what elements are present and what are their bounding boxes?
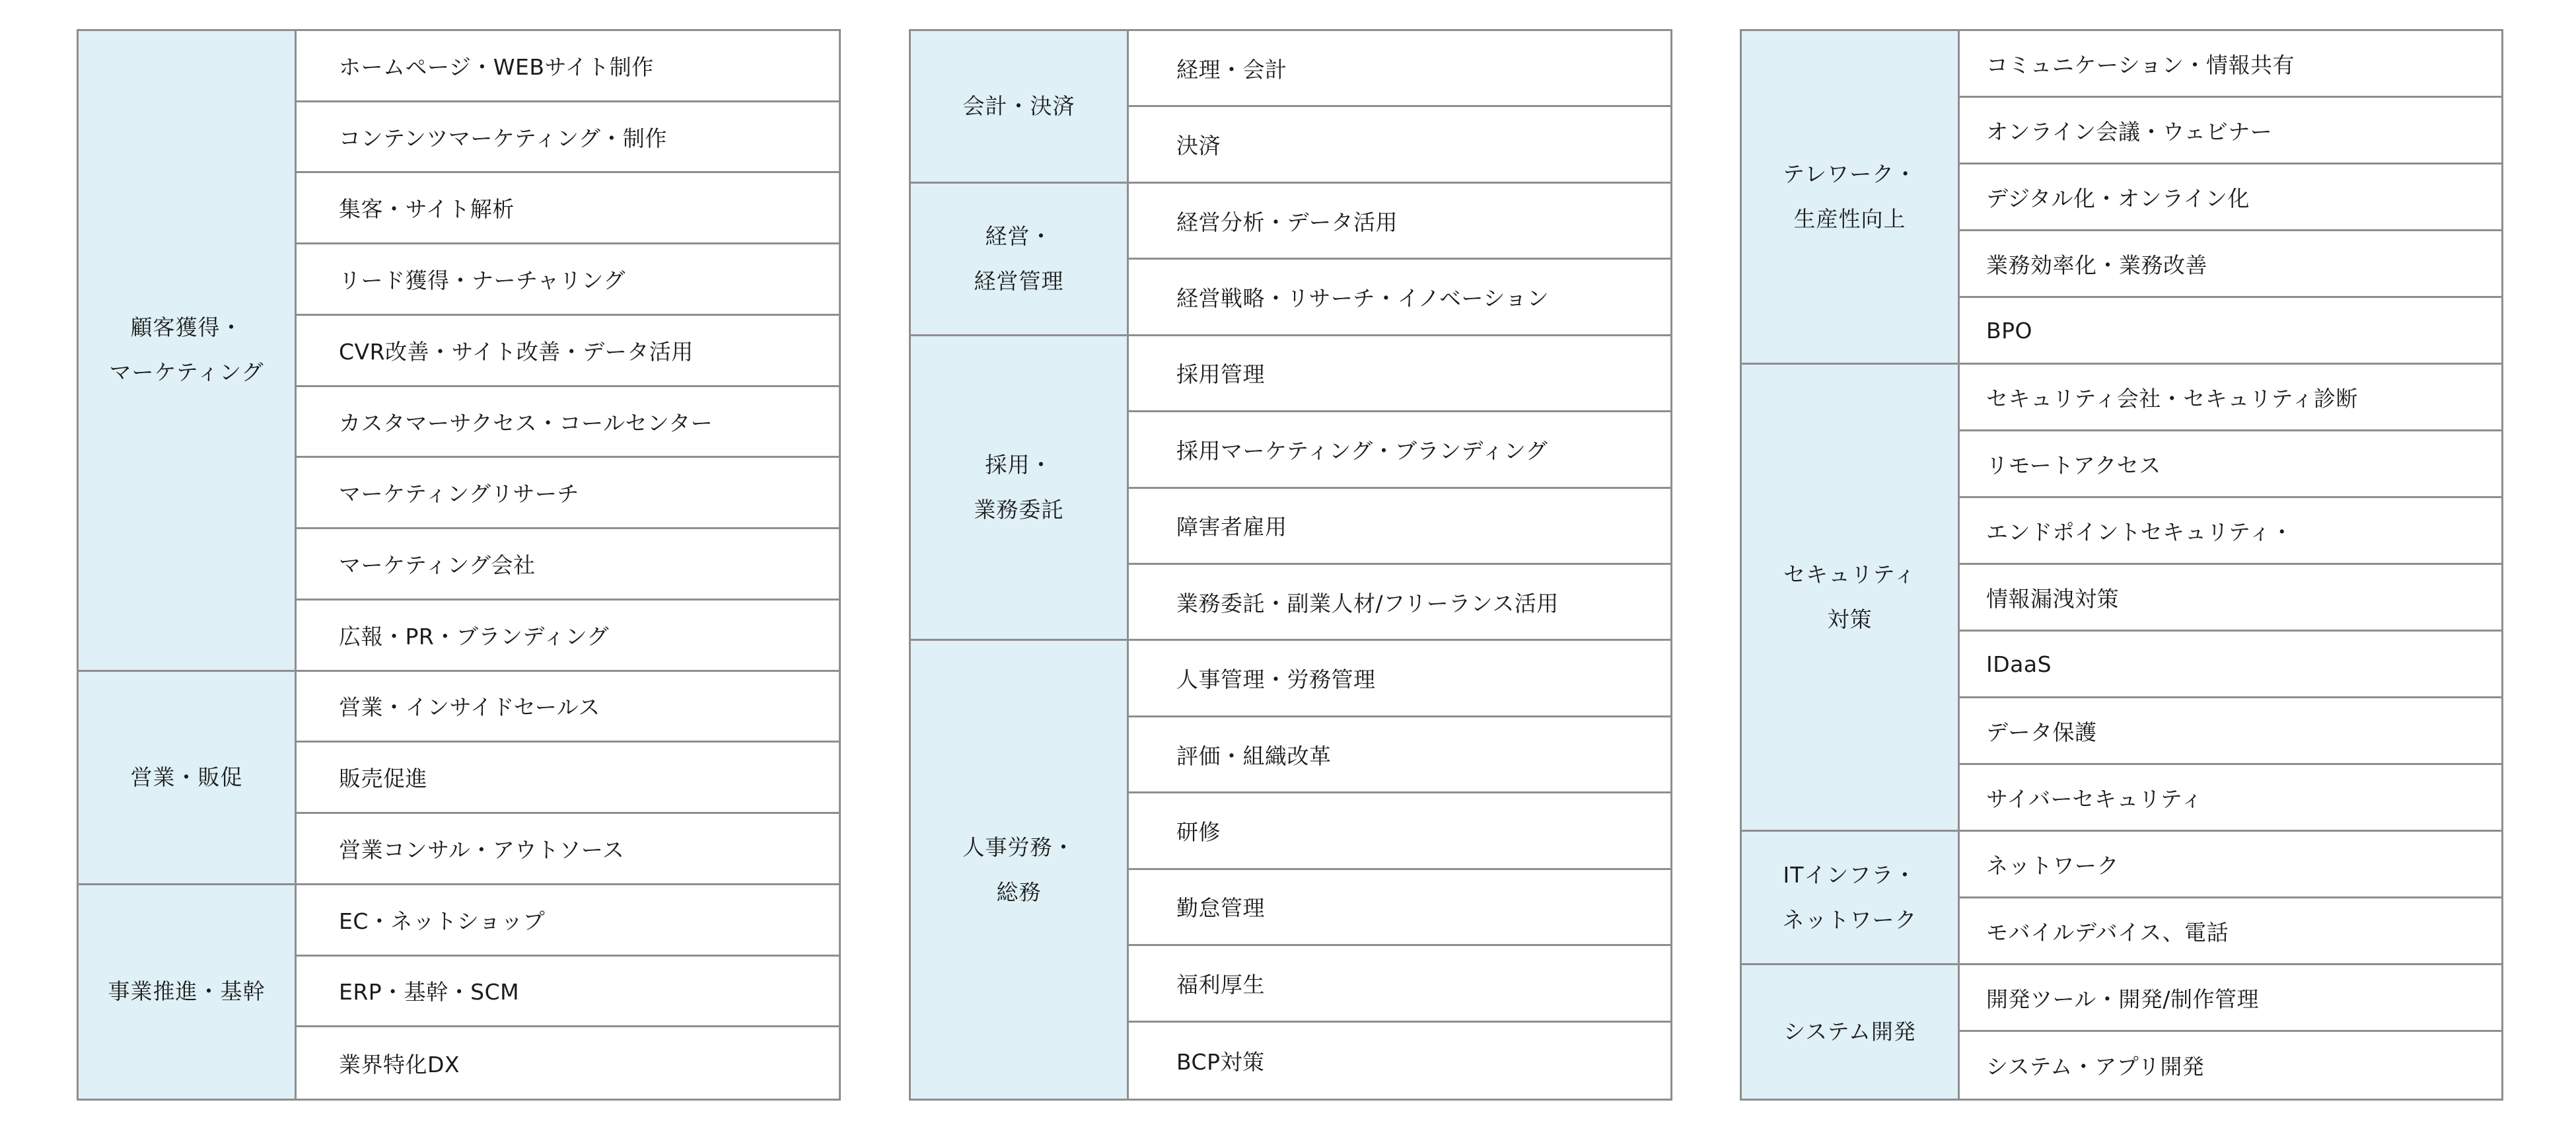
- menu-item-label: システム・アプリ開発: [1986, 1054, 2205, 1079]
- category-cell: [79, 31, 297, 672]
- menu-item[interactable]: [1960, 498, 2501, 565]
- menu-item[interactable]: [1960, 1032, 2501, 1099]
- menu-item-label: 決済: [1176, 133, 1221, 159]
- menu-item-label: 人事管理・労務管理: [1176, 667, 1376, 693]
- menu-item[interactable]: [1129, 717, 1670, 793]
- menu-item[interactable]: [297, 31, 839, 102]
- menu-item[interactable]: [1960, 965, 2501, 1032]
- category-label: 営業・販促: [130, 764, 243, 790]
- menu-item[interactable]: [1960, 231, 2501, 298]
- menu-item-label: IDaaS: [1986, 651, 2052, 677]
- menu-item-label: コンテンツマーケティング・制作: [339, 125, 667, 151]
- category-table-3: [1740, 29, 2503, 1101]
- menu-item-label: ホームページ・WEBサイト制作: [339, 54, 654, 80]
- menu-item[interactable]: [1129, 184, 1670, 260]
- menu-item-label: EC・ネットショップ: [339, 908, 546, 934]
- category-cell: [1742, 832, 1960, 965]
- menu-item-label: 開発ツール・開発/制作管理: [1986, 986, 2259, 1012]
- category-label: 採用・ 業務委託: [974, 452, 1064, 523]
- category-cell: [1742, 365, 1960, 832]
- menu-item-label: コミュニケーション・情報共有: [1986, 52, 2295, 78]
- menu-item[interactable]: [297, 529, 839, 601]
- menu-item-label: BCP対策: [1176, 1048, 1265, 1075]
- menu-item-label: リード獲得・ナーチャリング: [339, 268, 626, 294]
- menu-item-label: ネットワーク: [1986, 852, 2119, 879]
- category-table-1: [77, 29, 841, 1101]
- menu-item[interactable]: [1960, 164, 2501, 231]
- category-label: 事業推進・基幹: [108, 978, 266, 1005]
- menu-item[interactable]: [1129, 412, 1670, 488]
- menu-item-label: マーケティングリサーチ: [339, 481, 579, 507]
- menu-item-label: データ保護: [1986, 719, 2097, 745]
- menu-item-label: 販売促進: [339, 766, 427, 792]
- category-cell: [1742, 965, 1960, 1099]
- menu-item-label: ERP・基幹・SCM: [339, 979, 520, 1005]
- menu-item[interactable]: [297, 814, 839, 885]
- menu-item-label: デジタル化・オンライン化: [1986, 185, 2250, 211]
- menu-item[interactable]: [1129, 260, 1670, 336]
- menu-item-label: 経営戦略・リサーチ・イノベーション: [1176, 285, 1550, 311]
- menu-item[interactable]: [1960, 98, 2501, 164]
- menu-item-label: 業界特化DX: [339, 1051, 460, 1077]
- menu-item[interactable]: [297, 458, 839, 529]
- menu-item-label: 情報漏洩対策: [1986, 585, 2119, 612]
- menu-item[interactable]: [1960, 765, 2501, 832]
- menu-item[interactable]: [297, 173, 839, 244]
- menu-item[interactable]: [1129, 1023, 1670, 1099]
- menu-item[interactable]: [1129, 641, 1670, 717]
- menu-item[interactable]: [1960, 365, 2501, 431]
- menu-item-label: モバイルデバイス、電話: [1986, 919, 2229, 945]
- menu-item[interactable]: [297, 316, 839, 387]
- menu-item[interactable]: [1129, 946, 1670, 1022]
- menu-item-label: 採用マーケティング・ブランディング: [1176, 437, 1548, 464]
- menu-item-label: BPO: [1986, 317, 2033, 344]
- category-cell: [79, 672, 297, 885]
- category-cell: [911, 184, 1129, 336]
- category-label: システム開発: [1783, 1019, 1916, 1044]
- menu-item[interactable]: [297, 885, 839, 957]
- menu-item-label: マーケティング会社: [339, 552, 536, 578]
- menu-item-label: オンライン会議・ウェビナー: [1986, 118, 2273, 145]
- menu-item[interactable]: [1129, 489, 1670, 565]
- menu-item-label: サイバーセキュリティ: [1986, 785, 2203, 812]
- menu-item-label: セキュリティ会社・セキュリティ診断: [1986, 385, 2358, 412]
- menu-item-label: 勤怠管理: [1176, 895, 1265, 922]
- menu-item-label: CVR改善・サイト改善・データ活用: [339, 338, 694, 365]
- category-label: 人事労務・ 総務: [962, 834, 1075, 905]
- category-cell: [911, 31, 1129, 184]
- menu-item-label: リモートアクセス: [1986, 452, 2161, 478]
- menu-item[interactable]: [1960, 431, 2501, 498]
- category-label: セキュリティ 対策: [1783, 562, 1916, 632]
- category-label: ITインフラ・ ネットワーク: [1782, 861, 1917, 933]
- menu-item[interactable]: [1960, 298, 2501, 365]
- menu-item[interactable]: [1129, 336, 1670, 412]
- menu-item-label: 経営分析・データ活用: [1176, 209, 1398, 235]
- menu-item[interactable]: [1960, 565, 2501, 632]
- menu-item[interactable]: [1129, 107, 1670, 183]
- menu-item-label: 業務効率化・業務改善: [1986, 252, 2207, 278]
- menu-item[interactable]: [297, 102, 839, 174]
- menu-item-label: 集客・サイト解析: [339, 196, 515, 223]
- menu-item-label: カスタマーサクセス・コールセンター: [339, 410, 713, 436]
- menu-item[interactable]: [297, 1027, 839, 1099]
- category-cell: [911, 336, 1129, 641]
- menu-item[interactable]: [1960, 698, 2501, 765]
- category-cell: [911, 641, 1129, 1099]
- menu-item[interactable]: [1960, 632, 2501, 698]
- menu-item-label: 福利厚生: [1176, 971, 1265, 998]
- category-cell: [1742, 31, 1960, 365]
- menu-item-label: 評価・組織改革: [1176, 743, 1332, 769]
- category-label: 会計・決済: [962, 92, 1075, 119]
- category-cell: [79, 885, 297, 1099]
- menu-item[interactable]: [297, 244, 839, 316]
- menu-item[interactable]: [1129, 793, 1670, 869]
- menu-item[interactable]: [1960, 31, 2501, 98]
- category-label: テレワーク・ 生産性向上: [1782, 161, 1917, 232]
- menu-item[interactable]: [297, 387, 839, 458]
- menu-item[interactable]: [1129, 31, 1670, 107]
- menu-item-label: 経理・会計: [1176, 56, 1287, 83]
- menu-item-label: 研修: [1176, 819, 1221, 845]
- category-label: 経営・ 経営管理: [974, 223, 1064, 294]
- menu-item[interactable]: [1960, 898, 2501, 965]
- menu-item-label: エンドポイントセキュリティ・: [1986, 519, 2293, 545]
- menu-item[interactable]: [297, 957, 839, 1028]
- category-table-2: [909, 29, 1672, 1101]
- menu-item[interactable]: [297, 672, 839, 743]
- menu-item[interactable]: [297, 743, 839, 814]
- menu-item-label: 営業・インサイドセールス: [339, 694, 600, 721]
- menu-item-label: 営業コンサル・アウトソース: [339, 836, 625, 863]
- menu-item-label: 採用管理: [1176, 361, 1265, 388]
- menu-item[interactable]: [297, 601, 839, 672]
- menu-item-label: 障害者雇用: [1176, 514, 1287, 540]
- menu-item[interactable]: [1129, 870, 1670, 946]
- menu-item-label: 広報・PR・ブランディング: [339, 623, 610, 649]
- menu-item-label: 業務委託・副業人材/フリーランス活用: [1176, 590, 1559, 616]
- category-label: 顧客獲得・ マーケティング: [109, 314, 264, 386]
- menu-item[interactable]: [1960, 832, 2501, 898]
- menu-item[interactable]: [1129, 565, 1670, 641]
